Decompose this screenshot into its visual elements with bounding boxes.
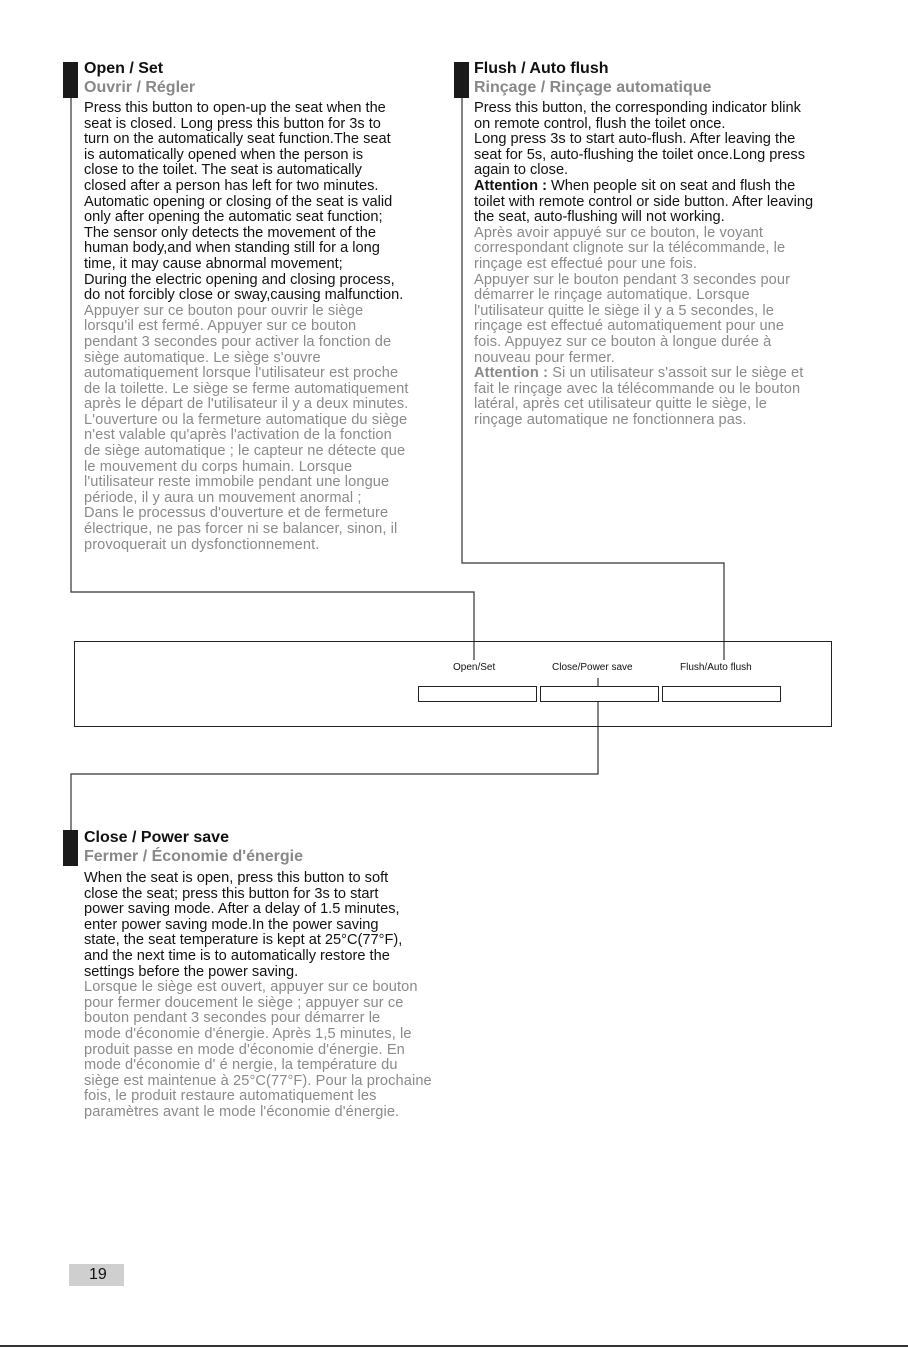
open-set-button-label: Open/Set <box>453 662 496 673</box>
flush-attention-text-en: When people sit on seat and flush the toilet with remote control or side button. After leaving the seat, auto-flushing will not working. <box>474 177 814 226</box>
flush-button[interactable] <box>662 686 781 702</box>
flush-attention-text-fr: Si un utilisateur s'assoit sur le siège et fait le rinçage avec la télécommande ou le bouton latéral, après cet utilisateur quitte le siège, le rinçage automatique ne fonctionnera pas. <box>474 365 804 428</box>
open-set-text-en: Press this button to open-up the seat when the seat is closed. Long press this button for 3s to turn on the automatically seat function.The seat is automatically opened when the person is close to the toilet. The seat is automatically closed after a person has left for two minutes. Automatic opening or closing of the seat is valid only after opening the automatic seat function; The sensor only detects the movement of the human body,and when standing still for a long time, it may cause abnormal movement; During the electric opening and closing process, do not forcibly close or sway,causing malfunction. <box>84 100 404 304</box>
flush-description <box>474 101 874 428</box>
close-title: Close / Power save <box>84 829 229 846</box>
open-set-description <box>84 101 459 553</box>
close-text-fr: Lorsque le siège est ouvert, appuyer sur ce bouton pour fermer doucement le siège ; appuyer sur ce bouton pendant 3 secondes pour démarrer le mode d'économie d'énergie. Après 1,5 minutes, le produit passe en mode d'économie d'énergie. En mode d'économie d' é nergie, la température du siège est maintenue à 25°C(77°F). Pour la prochaine fois, le produit restaure automatiquement les paramètres avant le mode l'économie d'énergie. <box>84 979 432 1120</box>
open-set-text-fr: Appuyer sur ce bouton pour ouvrir le siège lorsqu'il est fermé. Appuyer sur ce bouton pendant 3 secondes pour activer la fonction de siège automatique. Le siège s'ouvre automatiquement lorsque l'utilisateur est proche de la toilette. Le siège se ferme automatiquement après le départ de l'utilisateur il y a deux minutes. L'ouverture ou la fermeture automatique du siège n'est valable qu'après l'activation de la fonction de siège automatique ; le capteur ne détecte que le mouvement du corps humain. Lorsque l'utilisateur reste immobile pendant une longue période, il y aura un mouvement anormal ; Dans le processus d'ouverture et de fermeture électrique, ne pas forcer ni se balancer, sinon, il provoquerait un dysfonctionnement. <box>84 302 409 553</box>
page-number: 19 <box>69 1264 124 1286</box>
close-button-label: Close/Power save <box>552 662 633 673</box>
button-panel <box>74 641 832 727</box>
close-description <box>84 871 474 1121</box>
bottom-rule <box>0 1345 908 1347</box>
flush-text-fr <box>474 226 874 429</box>
open-set-title: Open / Set <box>84 60 164 77</box>
flush-title: Flush / Auto flush <box>474 60 609 77</box>
open-set-marker <box>63 62 78 98</box>
flush-attention-label-fr: Attention : <box>474 365 549 382</box>
close-title-fr: Fermer / Économie d'énergie <box>84 848 303 865</box>
flush-button-label: Flush/Auto flush <box>680 662 752 673</box>
open-set-button[interactable] <box>418 686 537 702</box>
close-marker <box>63 830 78 866</box>
flush-text-fr-main: Après avoir appuyé sur ce bouton, le voyant correspondant clignote sur la télécommande, le rinçage est effectué pour une fois. Appuyer sur le bouton pendant 3 secondes pour démarrer le rinçage automatique. Lorsque l'utilisateur quitte le siège il y a 5 secondes, le rinçage est effectué automatiquement pour une fois. Appuyez sur ce bouton à longue durée à nouveau pour fermer. <box>474 224 791 366</box>
close-text-en: When the seat is open, press this button to soft close the seat; press this button for 3s to start power saving mode. After a delay of 1.5 minutes, enter power saving mode.In the power saving state, the seat temperature is kept at 25°C(77°F), and the next time is to automatically restore the settings before the power saving. <box>84 870 403 980</box>
flush-text-en <box>474 101 874 226</box>
open-set-title-fr: Ouvrir / Régler <box>84 79 196 96</box>
close-power-save-button[interactable] <box>540 686 659 702</box>
flush-attention-label-en: Attention : <box>474 177 547 194</box>
flush-marker <box>454 62 469 98</box>
flush-text-en-main: Press this button, the corresponding indicator blink on remote control, flush the toilet once. Long press 3s to start auto-flush. After leaving the seat for 5s, auto-flushing the toilet once.Long press again to close. <box>474 100 805 179</box>
flush-title-fr: Rinçage / Rinçage automatique <box>474 79 712 96</box>
